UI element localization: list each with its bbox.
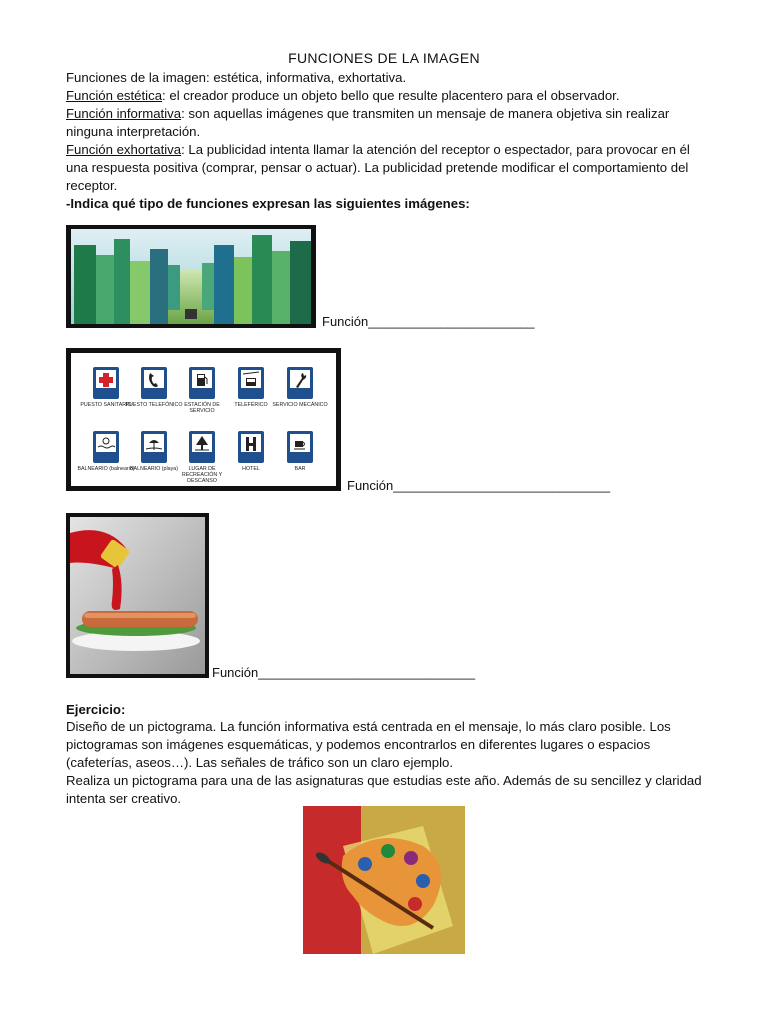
sign-fuel-pump xyxy=(189,367,215,399)
sign-label: PUESTO TELEFÓNICO xyxy=(125,402,183,408)
def-term: Función exhortativa xyxy=(66,142,182,157)
ketchup-image xyxy=(66,513,209,678)
cup-icon xyxy=(290,434,310,452)
palette-image xyxy=(303,806,465,954)
intro-text: Funciones de la imagen: estética, informativa, exhortativa. xyxy=(66,70,407,85)
sign-label: BALNEARIO (playa) xyxy=(130,466,178,472)
signs-image xyxy=(66,348,341,491)
sign-cable-car xyxy=(238,367,264,399)
def-term: Función informativa xyxy=(66,106,182,121)
hotel-icon xyxy=(241,434,261,452)
spa-icon xyxy=(96,434,116,452)
def-term: Función estética xyxy=(66,88,163,103)
cable-car-icon xyxy=(241,370,261,388)
tree-icon xyxy=(192,434,212,452)
sign-wrench xyxy=(287,367,313,399)
signs-panel xyxy=(71,353,336,486)
page-title: FUNCIONES DE LA IMAGEN xyxy=(288,50,480,66)
sign-label: PUESTO SANITARIO xyxy=(80,402,132,408)
sign-beach xyxy=(141,431,167,463)
sign-label: HOTEL xyxy=(242,466,260,472)
exercise-title: Ejercicio: xyxy=(66,702,126,717)
city-illustration xyxy=(66,225,316,328)
phone-icon xyxy=(144,370,164,388)
beach-icon xyxy=(144,434,164,452)
sign-label: SERVICIO MECÁNICO xyxy=(272,402,328,408)
sign-label: LUGAR DE RECREACIÓN Y DESCANSO xyxy=(181,466,223,484)
ketchup-illustration xyxy=(66,513,209,678)
city-image xyxy=(66,225,316,328)
exercise-task: Realiza un pictograma para una de las asignaturas que estudias este año. Además de su sencillez y claridad intenta ser creativo. xyxy=(66,773,702,806)
sign-label: BAR xyxy=(294,466,306,472)
answer-line-1[interactable]: Función_______________________ xyxy=(322,314,535,329)
answer-line-2[interactable]: Función______________________________ xyxy=(347,478,611,493)
sign-phone xyxy=(141,367,167,399)
answer-line-3[interactable]: Función______________________________ xyxy=(212,665,476,680)
def-text: : son aquellas imágenes que transmiten un mensaje de manera objetiva sin realizar ninguna interpretación. xyxy=(66,106,670,139)
wrench-icon xyxy=(290,370,310,388)
sign-label: TELEFÉRICO xyxy=(234,402,268,408)
def-estetica xyxy=(66,87,706,105)
sign-cup xyxy=(287,431,313,463)
instruction-text: -Indica qué tipo de funciones expresan las siguientes imágenes: xyxy=(66,196,470,211)
palette-illustration xyxy=(303,806,465,954)
def-text: : La publicidad intenta llamar la atención del receptor o espectador, para provocar en él una respuesta positiva (comprar, pensar o actuar). La publicidad pretende modificar el comportamiento del receptor. xyxy=(66,142,690,193)
sign-hotel xyxy=(238,431,264,463)
def-text: : el creador produce un objeto bello que resulte placentero para el observador. xyxy=(162,88,620,103)
sign-tree xyxy=(189,431,215,463)
exercise-text: Diseño de un pictograma. La función informativa está centrada en el mensaje, lo más claro posible. Los pictogramas son imágenes esquemáticas, y podemos encontrarlos en diferentes lugares o espacios (cafeterías, aseos…). Las señales de tráfico son un claro ejemplo. xyxy=(66,719,671,770)
sign-label: BALNEARIO (balneario) xyxy=(77,466,135,472)
sign-spa xyxy=(93,431,119,463)
sign-cross xyxy=(93,367,119,399)
fuel-pump-icon xyxy=(192,370,212,388)
sign-label: ESTACIÓN DE SERVICIO xyxy=(184,402,220,414)
def-informativa xyxy=(66,105,706,141)
cross-icon xyxy=(96,370,116,388)
def-exhortativa xyxy=(66,141,706,195)
